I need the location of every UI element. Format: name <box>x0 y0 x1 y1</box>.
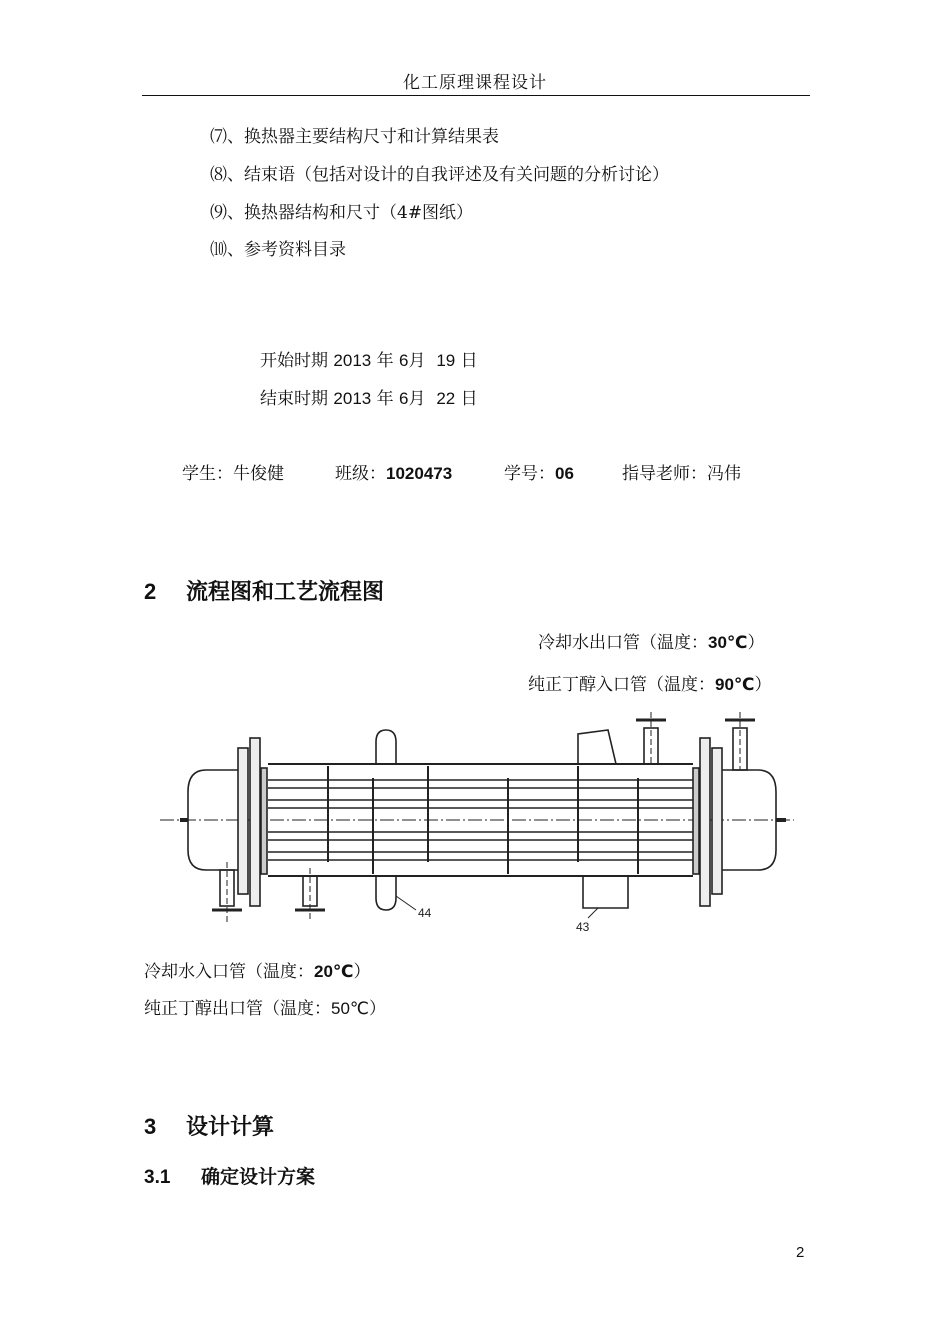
section-3-number: 3 <box>144 1114 157 1139</box>
cooling-water-inlet-label <box>144 957 371 982</box>
end-date-month: 6 <box>399 389 409 408</box>
end-date-line <box>260 384 478 409</box>
start-date-label: 开始时期 <box>260 351 328 371</box>
butanol-out-temp: 50℃ <box>331 999 370 1018</box>
contents-item-7: ⑺、换热器主要结构尺寸和计算结果表 <box>210 127 499 147</box>
cooling-in-close: ） <box>353 962 371 982</box>
right-support-top <box>578 730 616 764</box>
cooling-in-temp: 20℃ <box>314 962 354 981</box>
part-label-43: 43 <box>576 920 590 934</box>
student-id-field <box>504 459 574 484</box>
advisor-field <box>622 459 741 484</box>
advisor-label: 指导老师： <box>622 464 707 484</box>
section-2-title: 流程图和工艺流程图 <box>186 579 385 605</box>
end-date-day-unit: 日 <box>460 389 478 409</box>
butanol-in-text: 纯正丁醇入口管（温度： <box>528 675 715 695</box>
student-label: 学生： <box>182 464 233 484</box>
contents-item-9: ⑼、换热器结构和尺寸（4#图纸） <box>210 203 474 223</box>
student-id-label: 学号： <box>504 464 555 484</box>
start-date-day-unit: 日 <box>460 351 478 371</box>
class-label: 班级： <box>335 464 386 484</box>
right-tubesheet <box>693 768 699 874</box>
section-3-heading <box>144 1110 274 1141</box>
end-date-month-unit: 月 <box>408 389 426 409</box>
butanol-out-text: 纯正丁醇出口管（温度： <box>144 999 331 1019</box>
end-date-label: 结束时期 <box>260 389 328 409</box>
end-date-year: 2013 <box>333 389 372 408</box>
end-date-year-unit: 年 <box>376 389 394 409</box>
advisor-name: 冯伟 <box>707 464 741 484</box>
start-date-day: 19 <box>436 351 456 370</box>
leader-44 <box>396 896 416 910</box>
cooling-in-text: 冷却水入口管（温度： <box>144 962 314 982</box>
section-3-1-heading <box>144 1162 315 1189</box>
cooling-water-outlet-label <box>538 628 765 653</box>
start-date-year-unit: 年 <box>376 351 394 371</box>
start-date-month: 6 <box>399 351 409 370</box>
page-header-title: 化工原理课程设计 <box>403 73 547 93</box>
header-rule <box>142 95 810 96</box>
section-3-1-number: 3.1 <box>144 1167 171 1188</box>
student-id-value: 06 <box>555 464 574 483</box>
cooling-out-text: 冷却水出口管（温度： <box>538 633 708 653</box>
butanol-in-temp: 90℃ <box>715 675 755 694</box>
expansion-joint-bottom <box>376 876 396 910</box>
section-3-1-title: 确定设计方案 <box>201 1166 316 1188</box>
section-2-heading <box>144 575 384 606</box>
cooling-out-temp: 30℃ <box>708 633 748 652</box>
contents-item-8: ⑻、结束语（包括对设计的自我评述及有关问题的分析讨论） <box>210 165 669 185</box>
heat-exchanger-diagram <box>158 712 798 940</box>
student-name: 牛俊健 <box>233 464 284 484</box>
expansion-joint-top <box>376 730 396 764</box>
student-field <box>182 459 284 484</box>
butanol-inlet-label <box>528 670 772 695</box>
butanol-outlet-label <box>144 994 386 1019</box>
butanol-in-close: ） <box>754 675 772 695</box>
right-flange-outer <box>712 748 722 894</box>
leader-43 <box>588 908 598 918</box>
section-3-title: 设计计算 <box>186 1114 275 1140</box>
cooling-out-close: ） <box>747 633 765 653</box>
right-flange-inner <box>700 738 710 906</box>
left-flange-inner <box>250 738 260 906</box>
start-date-month-unit: 月 <box>408 351 426 371</box>
part-label-44: 44 <box>418 906 432 920</box>
left-tubesheet <box>261 768 267 874</box>
butanol-out-close: ） <box>369 999 387 1019</box>
right-support-bottom <box>583 876 628 908</box>
start-date-line <box>260 346 478 371</box>
class-value: 1020473 <box>386 464 453 483</box>
class-field <box>335 459 452 484</box>
left-flange-outer <box>238 748 248 894</box>
page-number: 2 <box>796 1244 805 1261</box>
end-date-day: 22 <box>436 389 456 408</box>
section-2-number: 2 <box>144 579 157 604</box>
contents-item-10: ⑽、参考资料目录 <box>210 240 346 260</box>
start-date-year: 2013 <box>333 351 372 370</box>
